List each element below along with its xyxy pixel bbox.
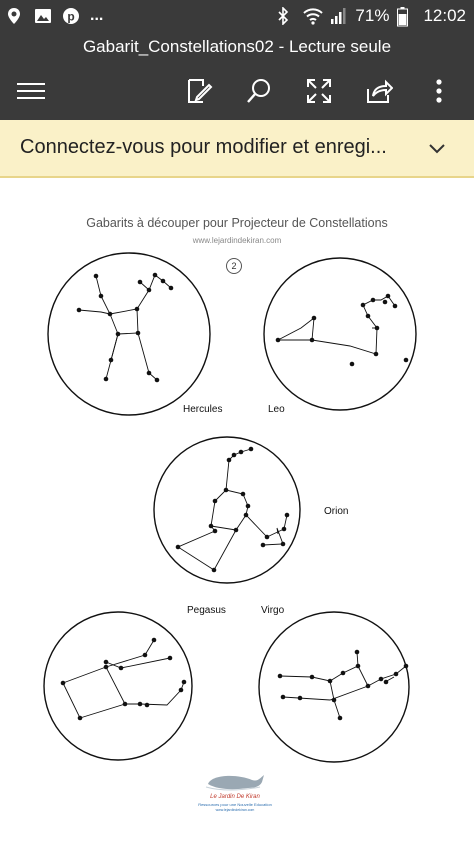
logo-name: Le Jardin De Kiran — [210, 794, 260, 800]
fullscreen-icon — [305, 77, 333, 105]
menu-icon — [16, 81, 46, 101]
label-hercules: Hercules — [183, 404, 223, 415]
wifi-icon — [303, 7, 321, 25]
search-button[interactable] — [240, 72, 278, 110]
clock: 12:02 — [423, 6, 466, 25]
page-title: Gabarits à découper pour Projecteur de Constellations — [86, 216, 388, 230]
fullscreen-button[interactable] — [300, 72, 338, 110]
signal-icon — [329, 7, 347, 25]
label-pegasus: Pegasus — [187, 605, 226, 616]
app-toolbar — [0, 62, 474, 120]
document-page[interactable] — [0, 178, 474, 842]
overflow-notifications: ... — [90, 7, 104, 24]
orion-template — [154, 437, 300, 583]
chevron-down-icon[interactable] — [426, 138, 448, 160]
hercules-template — [48, 253, 210, 415]
share-button[interactable] — [360, 72, 398, 110]
location-icon — [6, 7, 24, 25]
menu-button[interactable] — [12, 72, 50, 110]
notification-icons — [6, 7, 103, 25]
edit-icon — [185, 77, 213, 105]
label-virgo: Virgo — [261, 605, 285, 616]
svg-text:p: p — [67, 9, 75, 24]
battery-percent: 71% — [355, 6, 390, 25]
banner-text: Connectez-vous pour modifier et enregi... — [20, 136, 387, 158]
edit-button[interactable] — [180, 72, 218, 110]
logo-tagline: Ressources pour une Nouvelle Education — [198, 802, 272, 807]
search-icon — [245, 77, 273, 105]
publisher-logo — [190, 768, 280, 816]
document-title: Gabarit_Constellations02 - Lecture seule — [0, 34, 474, 62]
logo-url: www.lejardindekiran.com — [215, 808, 255, 812]
gallery-icon — [34, 7, 52, 25]
more-icon — [435, 78, 443, 104]
bluetooth-icon — [277, 7, 295, 25]
whale-icon — [190, 768, 280, 794]
more-options-button[interactable] — [420, 72, 458, 110]
status-bar — [0, 0, 474, 34]
battery-icon — [397, 7, 415, 25]
label-orion: Orion — [324, 506, 349, 517]
share-icon — [365, 77, 393, 105]
constellation-templates — [0, 178, 474, 842]
label-leo: Leo — [268, 404, 285, 415]
pinterest-icon — [62, 7, 80, 25]
page-number: 2 — [226, 258, 242, 274]
system-icons — [277, 6, 466, 26]
leo-template — [264, 258, 416, 410]
page-url: www.lejardindekiran.com — [192, 236, 282, 245]
pegasus-template — [44, 612, 192, 760]
virgo-template — [259, 612, 409, 762]
sign-in-banner[interactable] — [0, 120, 474, 178]
